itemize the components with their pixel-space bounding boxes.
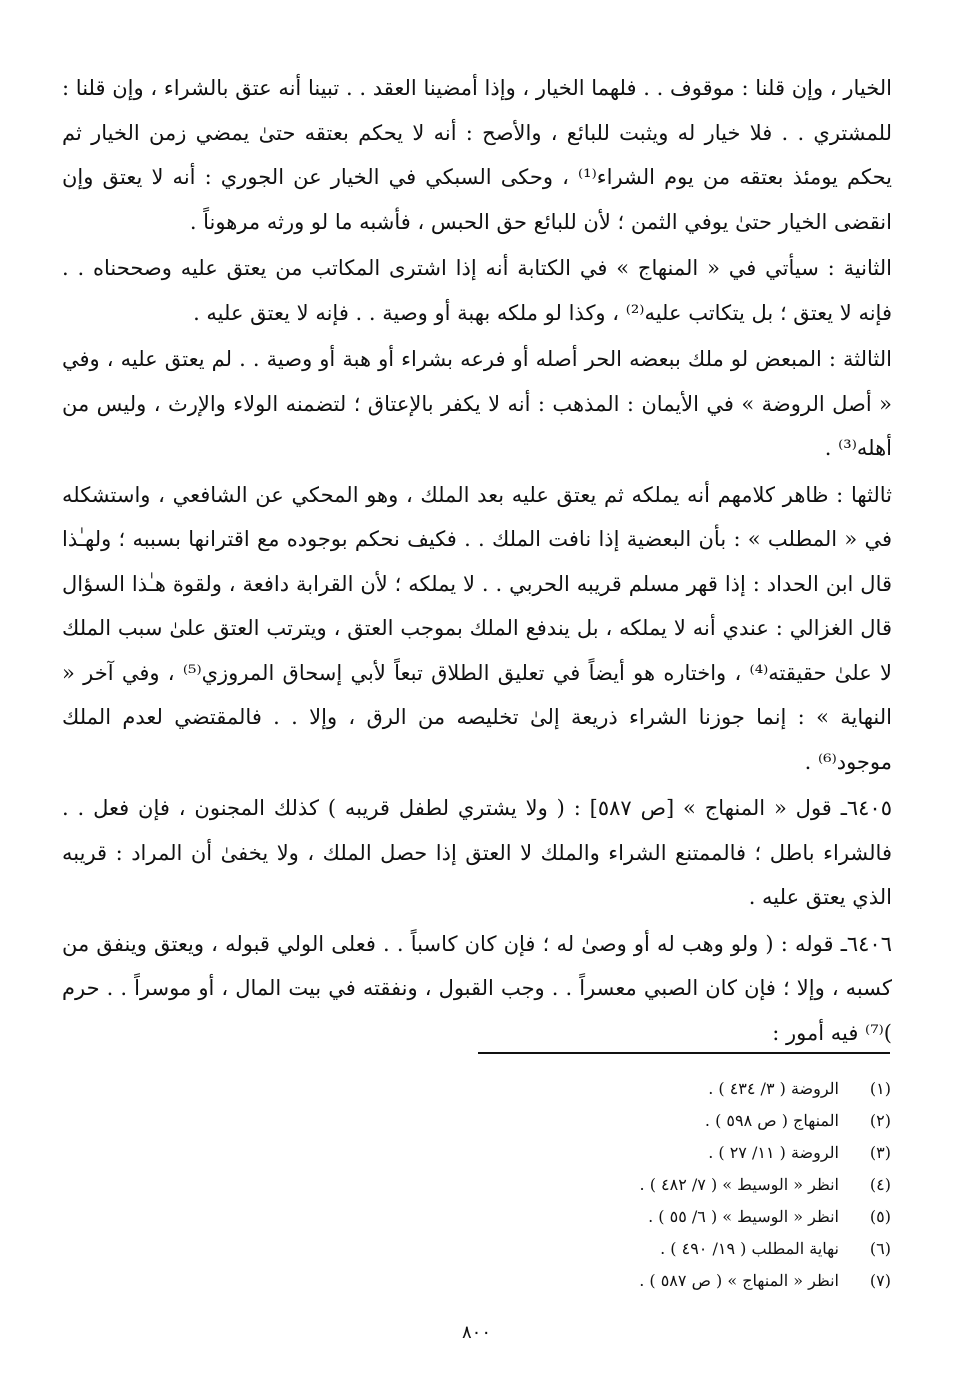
footnote-text: انظر « الوسيط » ( ٧/ ٤٨٢ ) . <box>639 1175 839 1194</box>
footnote-number: (٧) <box>869 1271 891 1290</box>
footnote <box>471 1169 891 1201</box>
footnote-number: (٢) <box>869 1111 891 1130</box>
footnote <box>471 1265 891 1297</box>
footnotes <box>471 1073 891 1297</box>
footnote-number: (٥) <box>869 1207 891 1226</box>
footnote-text: الروضة ( ١١/ ٢٧ ) . <box>708 1143 839 1162</box>
footnote-text: انظر « الوسيط » ( ٦/ ٥٥ ) . <box>648 1207 839 1226</box>
footnote-divider <box>478 1052 890 1054</box>
paragraph-5: ٦٤٠٥ـ قول « المنهاج » [ص ٥٨٧] : ( ولا يشتري لطفل قريبه ) كذلك المجنون ، فإن فعل . . فالشراء باطل ؛ فالممتنع الشراء والملك لا العتق إذا حصل الملك ، ولا يخفىٰ أن المراد : قريبه الذي يعتق عليه . <box>62 796 892 909</box>
footnote <box>471 1201 891 1233</box>
footnote-number: (٣) <box>869 1143 891 1162</box>
footnote <box>471 1233 891 1265</box>
footnote-text: نهاية المطلب ( ١٩/ ٤٩٠ ) . <box>660 1239 839 1258</box>
footnote <box>471 1105 891 1137</box>
footnote-number: (٤) <box>869 1175 891 1194</box>
footnote-number: (٦) <box>869 1239 891 1258</box>
paragraph-2: الثانية : سيأتي في « المنهاج » في الكتابة أنه إذا اشترى المكاتب من يعتق عليه وصححناه . . فإنه لا يعتق ؛ بل يتكاتب عليه⁽²⁾ ، وكذا لو ملكه بهبة أو وصية . . فإنه لا يعتق عليه . <box>62 256 892 325</box>
footnote-number: (١) <box>869 1079 891 1098</box>
paragraph-4: ثالثها : ظاهر كلامهم أنه يملكه ثم يعتق عليه بعد الملك ، وهو المحكي عن الشافعي ، واستشكله في « المطلب » : بأن البعضية إذا نافت الملك . . فكيف نحكم بوجوده مع اقترانها بسببه ؛ ولهـٰذا قال ابن الحداد : إذا قهر مسلم قريبه الحربي . . لا يملكه ؛ لأن القرابة دافعة ، ولقوة هـٰذا السؤال قال الغزالي : عندي أنه لا يملكه ، بل يندفع الملك بموجب العتق ، ويترتب العتق علىٰ سبب الملك لا علىٰ حقيقته⁽⁴⁾ ، واختاره هو أيضاً في تعليق الطلاق تبعاً لأبي إسحاق المروزي⁽⁵⁾ ، وفي آخر « النهاية » : إنما جوزنا الشراء ذريعة إلىٰ تخليصه من الرق ، وإلا . . فالمقتضي لعدم الملك موجود⁽⁶⁾ . <box>62 482 892 774</box>
page-number: ٨٠٠ <box>461 1322 491 1343</box>
footnote-text: الروضة ( ٣/ ٤٣٤ ) . <box>708 1079 839 1098</box>
paragraph-1: الخيار ، وإن قلنا : موقوف . . فلهما الخيار ، وإذا أمضينا العقد . . تبينا أنه عتق بالشراء ، وإن قلنا : للمشتري . . فلا خيار له ويثبت للبائع ، والأصح : أنه لا يحكم بعتقه حتىٰ يمضي زمن الخيار ثم يحكم يومئذ بعتقه من يوم الشراء⁽¹⁾ ، وحكى السبكي في الخيار عن الجوري : أنه لا يعتق وإن انقضى الخيار حتىٰ يوفي الثمن ؛ لأن للبائع حق الحبس ، فأشبه ما لو ورثه مرهوناً . <box>62 76 892 234</box>
footnote-text: انظر « المنهاج » ( ص ٥٨٧ ) . <box>639 1271 839 1290</box>
footnote <box>471 1073 891 1105</box>
footnote-text: المنهاج ( ص ٥٩٨ ) . <box>704 1111 839 1130</box>
footnote <box>471 1137 891 1169</box>
paragraph-3: الثالثة : المبعض لو ملك ببعضه الحر أصله أو فرعه بشراء أو هبة أو وصية . . لم يعتق عليه ، وفي « أصل الروضة » في الأيمان : المذهب : أنه لا يكفر بالإعتاق ؛ لتضمنه الولاء والإرث ، وليس من أهله⁽³⁾ . <box>62 347 892 460</box>
main-text <box>62 66 892 1055</box>
paragraph-6: ٦٤٠٦ـ قوله : ( ولو وهب له أو وصىٰ له ؛ فإن كان كاسباً . . فعلى الولي قبوله ، ويعتق وينفق من كسبه ، وإلا ؛ فإن كان الصبي معسراً . . وجب القبول ، ونفقته في بيت المال ، أو موسراً . . حرم )⁽⁷⁾ فيه أمور : <box>62 931 892 1045</box>
